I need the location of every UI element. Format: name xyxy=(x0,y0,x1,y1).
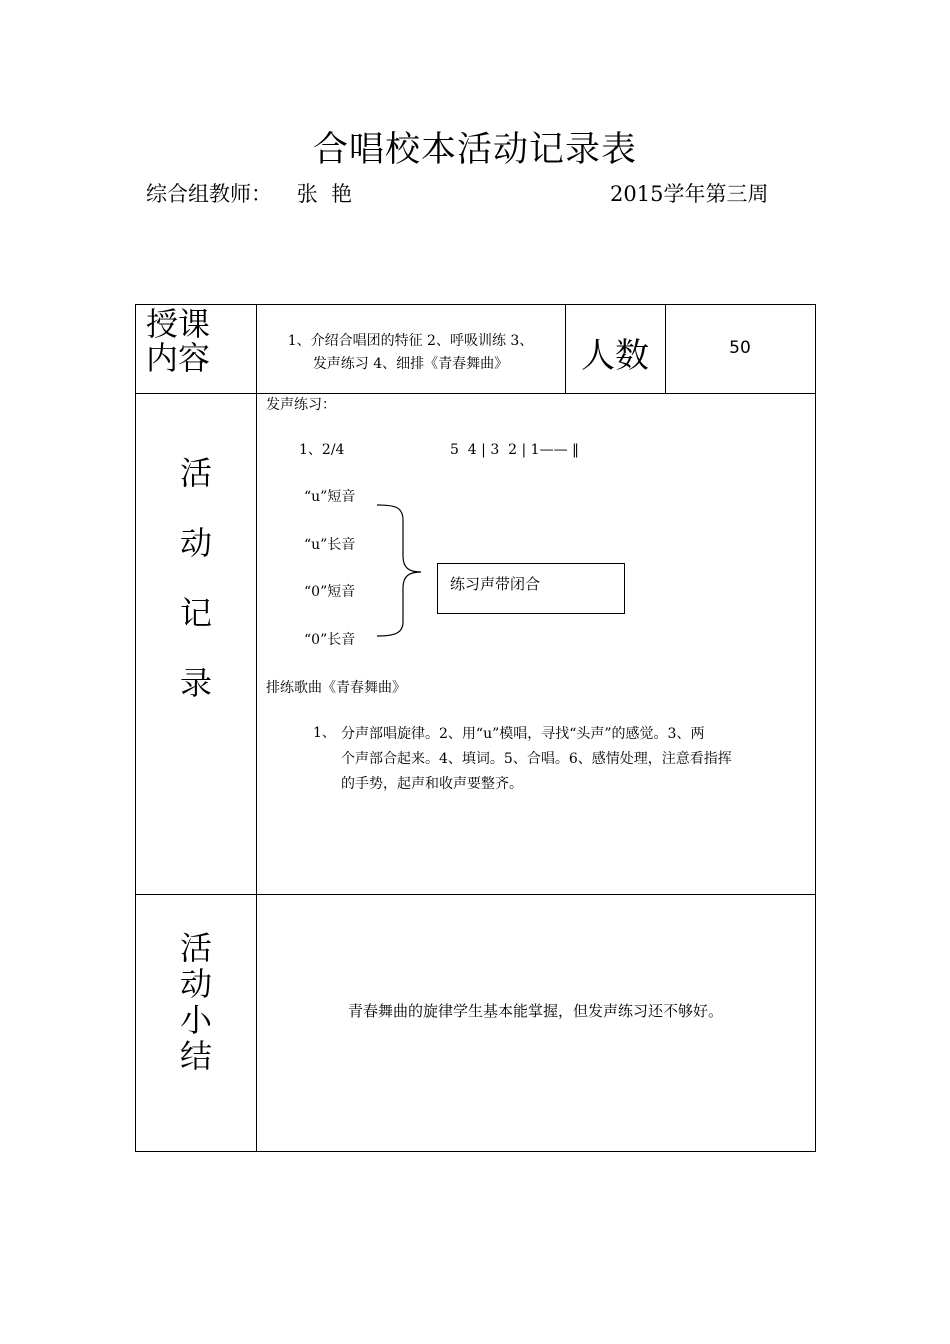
student-count-value: 50 xyxy=(729,338,751,358)
curly-brace xyxy=(375,500,435,640)
activity-summary-char: 小 xyxy=(179,1001,212,1039)
rehearsal-steps xyxy=(341,722,811,797)
rehearsal-steps-line2: 个声部合起来。4、填词。5、合唱。6、感情处理，注意看指挥 xyxy=(341,751,732,767)
course-content xyxy=(256,330,565,376)
activity-record-char: 录 xyxy=(179,664,212,702)
rehearsal-steps-line1: 分声部唱旋律。2、用“u”模唱，寻找“头声”的感觉。3、两 xyxy=(341,726,705,742)
course-content-line2: 发声练习 4、细排《青春舞曲》 xyxy=(312,356,509,372)
label-column-divider xyxy=(256,304,257,1152)
row-divider-2 xyxy=(135,894,816,895)
exercise-number: 1、2/4 xyxy=(299,442,345,458)
vocal-item: “u”短音 xyxy=(304,489,356,505)
vocal-item: “0”长音 xyxy=(304,632,356,648)
course-content-label-line1: 授课 xyxy=(146,305,211,343)
song-heading: 排练歌曲《青春舞曲》 xyxy=(266,680,406,696)
activity-summary-char: 活 xyxy=(179,929,212,967)
course-content-label-line2: 内容 xyxy=(146,339,211,377)
rehearsal-steps-line3: 的手势，起声和收声要整齐。 xyxy=(341,776,523,792)
course-content-label xyxy=(146,307,210,375)
activity-record-char: 动 xyxy=(179,524,212,562)
activity-summary-char: 结 xyxy=(179,1037,212,1075)
course-content-line1: 1、介绍合唱团的特征 2、呼吸训练 3、 xyxy=(287,333,534,349)
page-title: 合唱校本活动记录表 xyxy=(312,130,637,170)
activity-summary-char: 动 xyxy=(179,965,212,1003)
vocal-heading: 发声练习： xyxy=(266,397,336,413)
teacher-name: 张 艳 xyxy=(296,182,353,206)
teacher-line xyxy=(146,178,352,208)
vocal-item: “0”短音 xyxy=(304,584,356,600)
table-border-right xyxy=(815,304,816,1152)
vocal-item: “u”长音 xyxy=(304,537,356,553)
activity-summary-text: 青春舞曲的旋律学生基本能掌握，但发声练习还不够好。 xyxy=(347,1002,723,1020)
week-label: 2015学年第三周 xyxy=(610,182,769,206)
table-border-bottom xyxy=(135,1151,816,1152)
activity-record-char: 活 xyxy=(179,454,212,492)
activity-summary-label xyxy=(136,930,256,1074)
row-divider-1 xyxy=(135,393,816,394)
exercise-notation: 5 4 | 3 2 | 1—— ‖ xyxy=(450,442,580,458)
vocal-closure-text: 练习声带闭合 xyxy=(450,575,541,593)
activity-record-char: 记 xyxy=(179,594,212,632)
student-count-label: 人数 xyxy=(581,336,649,376)
activity-record-label xyxy=(136,448,256,728)
table-border-top xyxy=(135,304,816,305)
rehearsal-steps-number: 1、 xyxy=(313,725,336,741)
teacher-label: 综合组教师： xyxy=(146,182,272,206)
